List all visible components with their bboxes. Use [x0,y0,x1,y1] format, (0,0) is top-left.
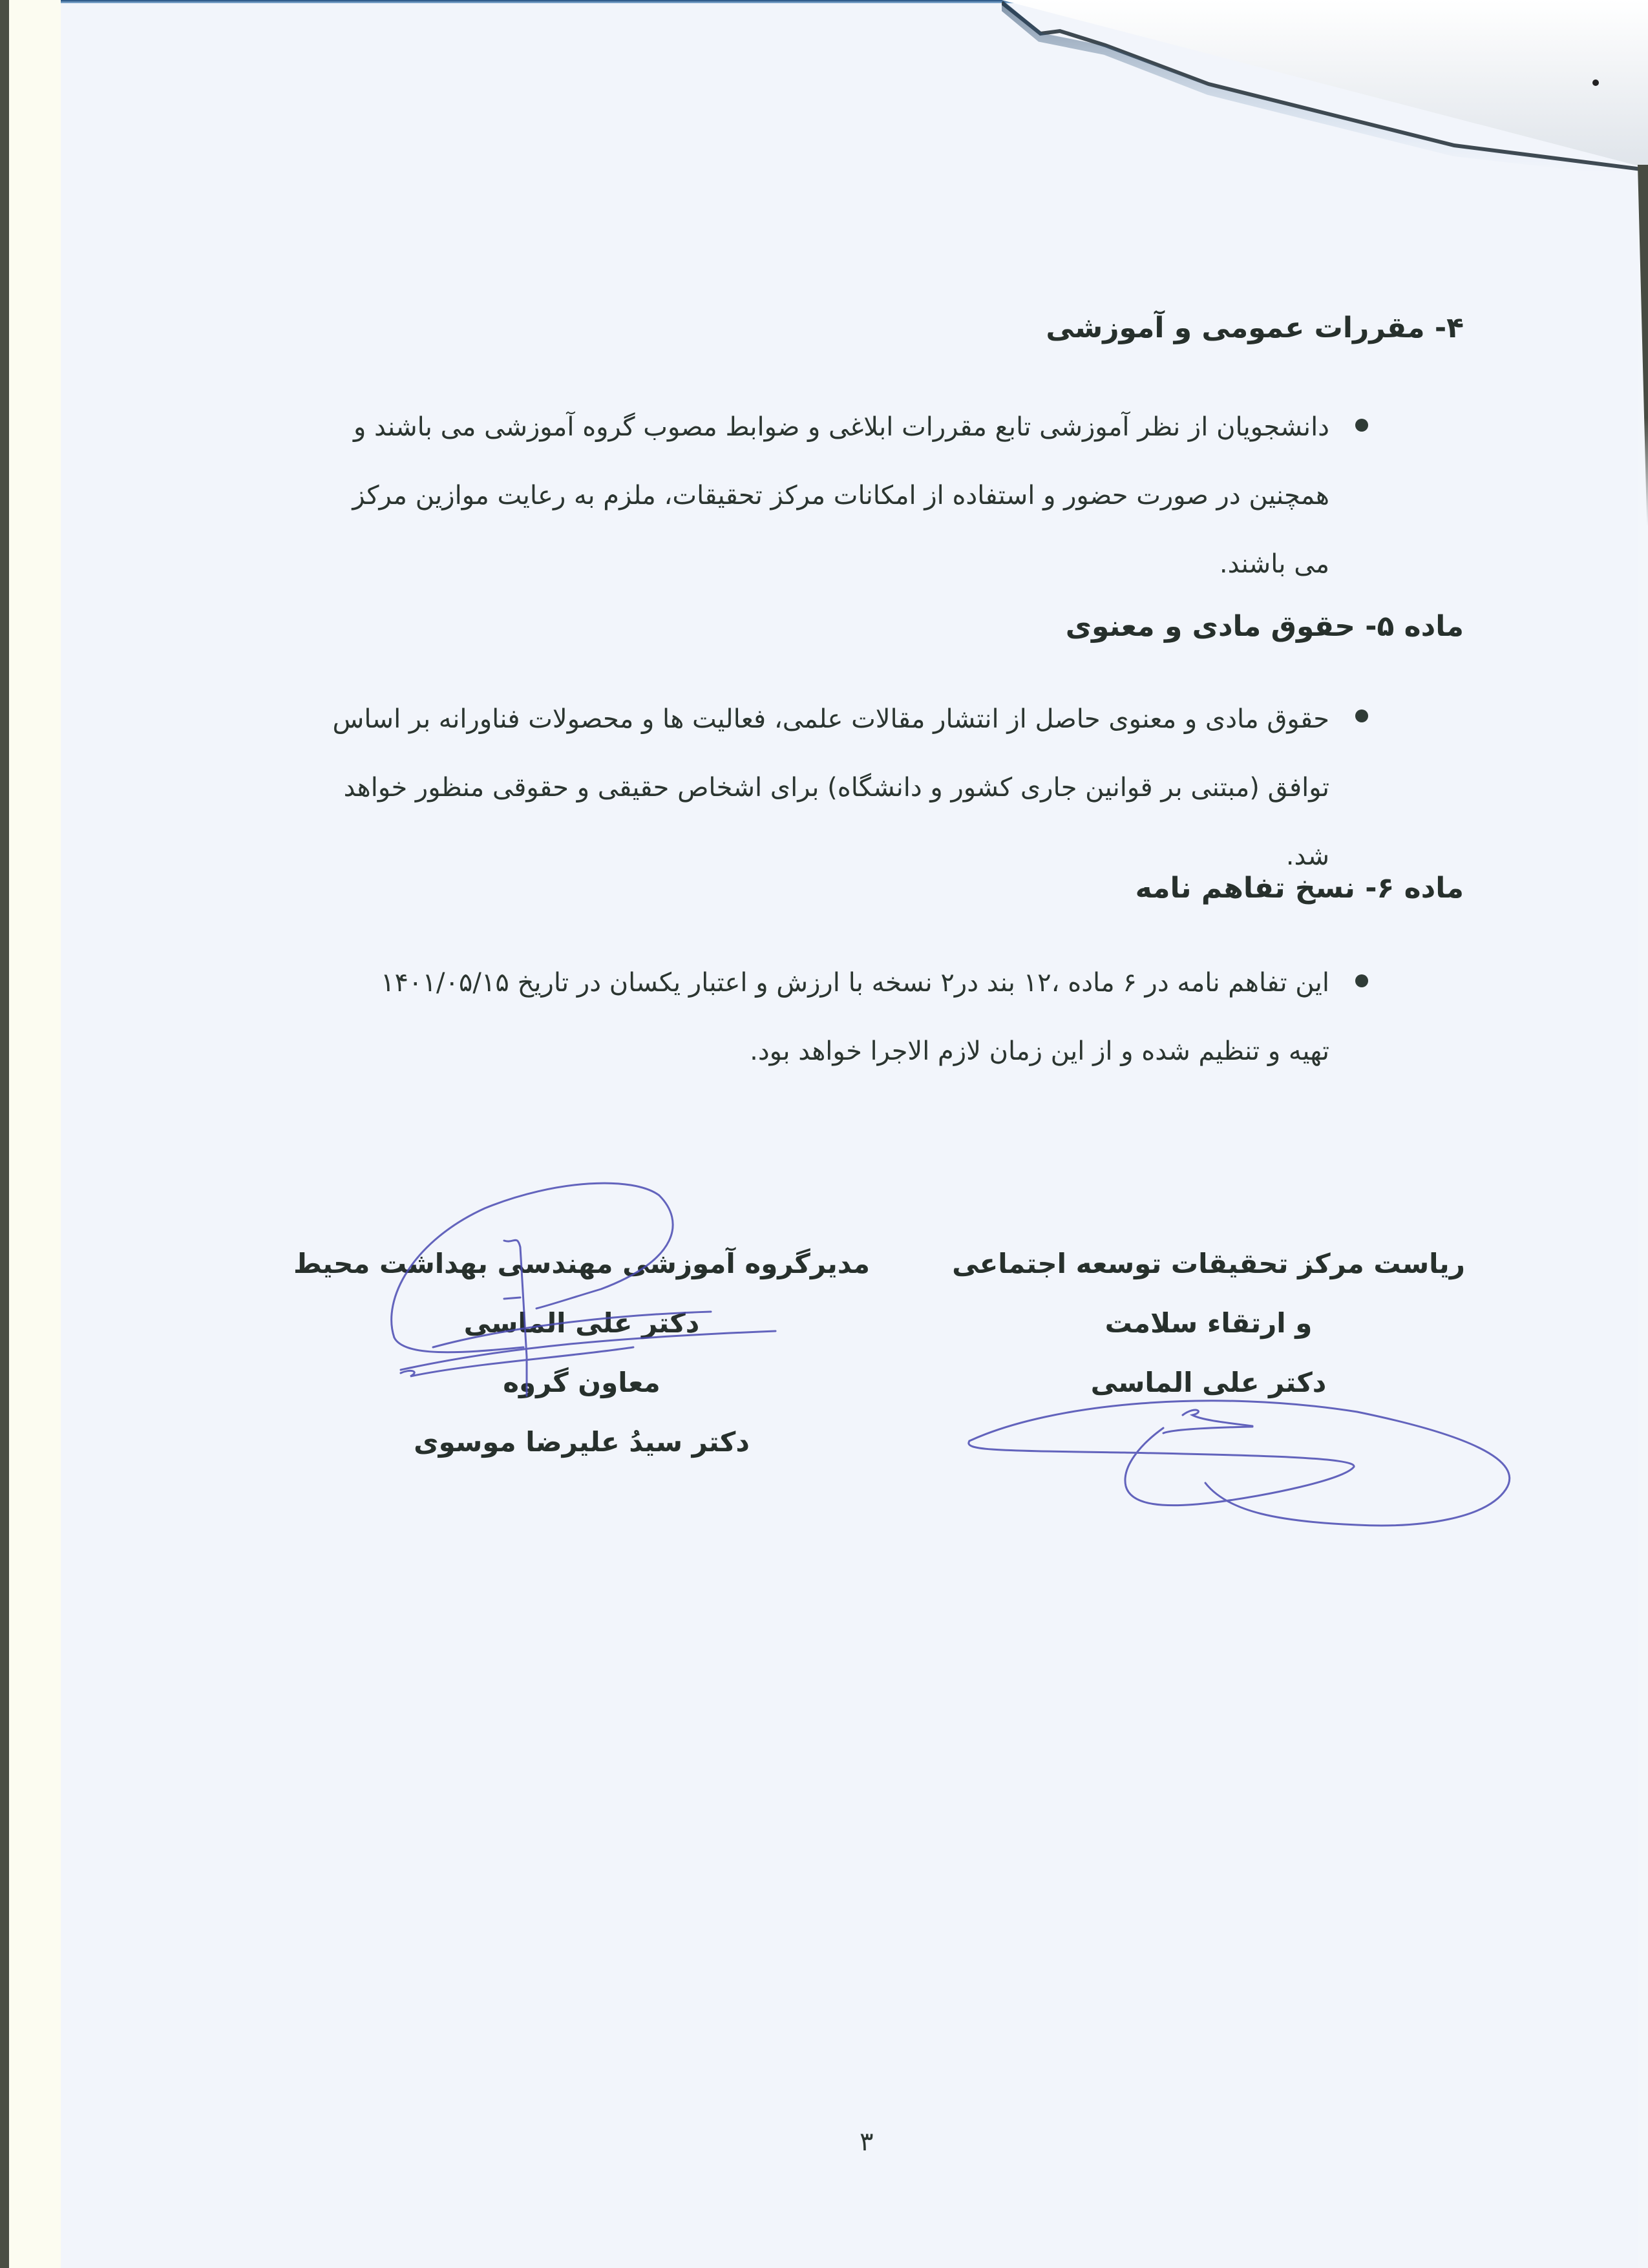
signatory-name: دکتر علی الماسی [463,1307,700,1339]
scanner-edge-right [1638,165,1648,527]
bullet-paragraph-general-rules [249,393,1329,598]
page-margin-left [9,0,61,2268]
signatory-title-cont: و ارتقاء سلامت [1104,1307,1313,1339]
bullet-icon [1355,419,1368,432]
paragraph-line: حقوق مادی و معنوی حاصل از انتشار مقالات علمی، فعالیت ها و محصولات فناورانه بر اساس [332,704,1329,734]
section-heading-general-rules: ۴- مقررات عمومی و آموزشی [1046,311,1464,344]
section-heading-article-5: ماده ۵- حقوق مادی و معنوی [1065,610,1464,643]
bullet-icon [1355,974,1368,987]
bullet-paragraph-copies [249,949,1329,1086]
signatory-block-research-center [944,1234,1474,1412]
paragraph-line: تهیه و تنظیم شده و از این زمان لازم الاجرا خواهد بود. [750,1036,1329,1066]
paragraph-line: همچنین در صورت حضور و استفاده از امکانات مرکز تحقیقات، ملزم به رعایت موازین مرکز [352,481,1329,510]
paragraph-line: توافق (مبتنی بر قوانین جاری کشور و دانشگاه) برای اشخاص حقیقی و حقوقی منظور خواهد [343,773,1329,803]
signatory-title: ریاست مرکز تحقیقات توسعه اجتماعی [952,1248,1465,1279]
page-number: ۳ [860,2127,874,2157]
paragraph-line: شد. [1285,841,1329,871]
deputy-name: دکتر سیدُ علیرضا موسوی [414,1426,750,1458]
scanner-edge-left [0,0,9,2268]
signatory-name: دکتر علی الماسی [1090,1367,1327,1398]
bullet-paragraph-intellectual-property [249,685,1329,890]
paragraph-line: این تفاهم نامه در ۶ ماده ،۱۲ بند در۲ نسخه با ارزش و اعتبار یکسان در تاریخ ۱۴۰۱/۰۵/۱۵ [381,968,1329,998]
paragraph-line: دانشجویان از نظر آموزشی تابع مقررات ابلاغی و ضوابط مصوب گروه آموزشی می باشند و [353,412,1329,442]
signatory-block-department [284,1234,879,1472]
deputy-title: معاون گروه [503,1367,660,1398]
section-heading-article-6: ماده ۶- نسخ تفاهم نامه [1135,872,1464,905]
paragraph-line: می باشند. [1219,549,1329,579]
signatory-title: مدیرگروه آموزشی مهندسی بهداشت محیط [293,1248,871,1279]
bullet-icon [1355,709,1368,722]
